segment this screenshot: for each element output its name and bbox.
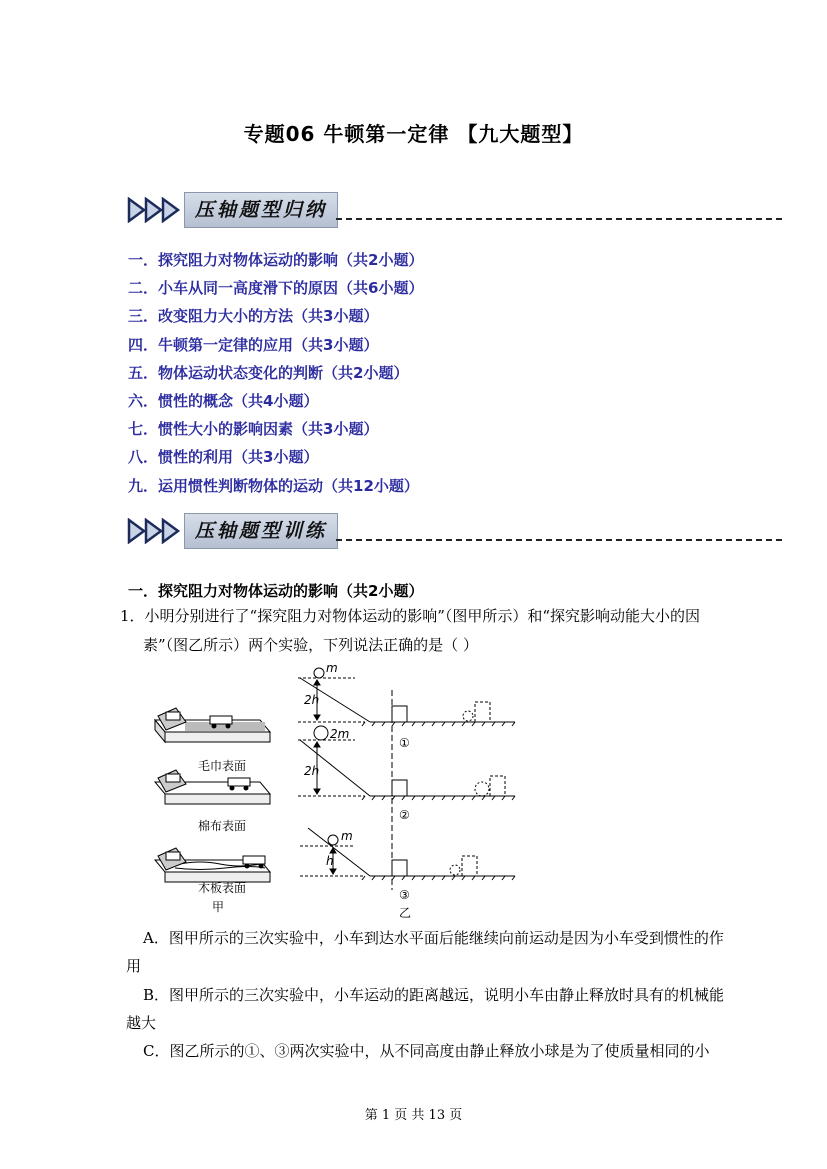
toc-item[interactable]: 四．牛顿第一定律的应用（共3小题） — [128, 335, 379, 354]
option-a-line2: 用 — [126, 957, 142, 975]
label-circled-2: ② — [399, 808, 410, 822]
label-jia: 甲 — [212, 900, 225, 914]
label-mass-2m: 2m — [330, 727, 350, 741]
toc-item[interactable]: 七．惯性大小的影响因素（共3小题） — [128, 420, 379, 439]
toc-item[interactable]: 九．运用惯性判断物体的运动（共12小题） — [128, 476, 419, 495]
page-footer: 第 1 页 共 13 页 — [364, 1108, 463, 1123]
banner-label: 压轴题型归纳 — [184, 192, 338, 228]
option-b-line1: B．图甲所示的三次实验中，小车运动的距离越远，说明小车由静止释放时具有的机械能 — [143, 986, 725, 1004]
triple-arrow-icon — [126, 197, 186, 223]
section-heading: 一．探究阻力对物体运动的影响（共2小题） — [128, 582, 424, 600]
label-height-2h-1: 2h — [304, 693, 320, 707]
toc-item[interactable]: 一．探究阻力对物体运动的影响（共2小题） — [128, 251, 424, 269]
board-wood — [155, 848, 270, 882]
triple-arrow-icon — [126, 518, 186, 544]
label-height-2h-2: 2h — [304, 764, 320, 778]
question-stem-line2: 素”（图乙所示）两个实验，下列说法正确的是（ ） — [143, 636, 478, 654]
label-yi: 乙 — [399, 906, 412, 920]
banner-divider — [336, 539, 782, 541]
figure-jia — [155, 708, 270, 882]
experiment-figure — [140, 660, 530, 922]
toc-item[interactable]: 五．物体运动状态变化的判断（共2小题） — [128, 363, 409, 382]
label-cotton: 棉布表面 — [198, 819, 247, 833]
label-height-h: h — [326, 854, 334, 868]
label-towel: 毛巾表面 — [198, 759, 247, 773]
label-mass-m-1: m — [326, 661, 338, 675]
page-title: 专题06 牛顿第一定律 【九大题型】 — [243, 122, 584, 146]
toc-list — [128, 250, 423, 504]
label-mass-m-3: m — [341, 829, 353, 843]
section-banner-summary — [126, 190, 786, 230]
toc-item[interactable]: 二．小车从同一高度滑下的原因（共6小题） — [128, 279, 424, 298]
toc-item[interactable]: 三．改变阻力大小的方法（共3小题） — [128, 307, 379, 326]
label-circled-1: ① — [399, 736, 410, 750]
board-towel — [155, 708, 270, 742]
label-circled-3: ③ — [399, 888, 410, 902]
banner-label: 压轴题型训练 — [184, 513, 338, 549]
toc-item[interactable]: 八．惯性的利用（共3小题） — [128, 448, 319, 467]
option-c-line1: C．图乙所示的①、③两次实验中，从不同高度由静止释放小球是为了使质量相同的小 — [143, 1042, 710, 1060]
option-a-line1: A．图甲所示的三次实验中，小车到达水平面后能继续向前运动是因为小车受到惯性的作 — [143, 929, 724, 947]
question-stem-line1: 1．小明分别进行了“探究阻力对物体运动的影响”（图甲所示）和“探究影响动能大小的因 — [120, 607, 701, 625]
board-cotton — [155, 770, 270, 804]
toc-item[interactable]: 六．惯性的概念（共4小题） — [128, 391, 319, 410]
label-wood: 木板表面 — [198, 881, 247, 895]
option-b-line2: 越大 — [126, 1014, 157, 1032]
banner-divider — [336, 218, 782, 220]
section-banner-training — [126, 511, 786, 551]
